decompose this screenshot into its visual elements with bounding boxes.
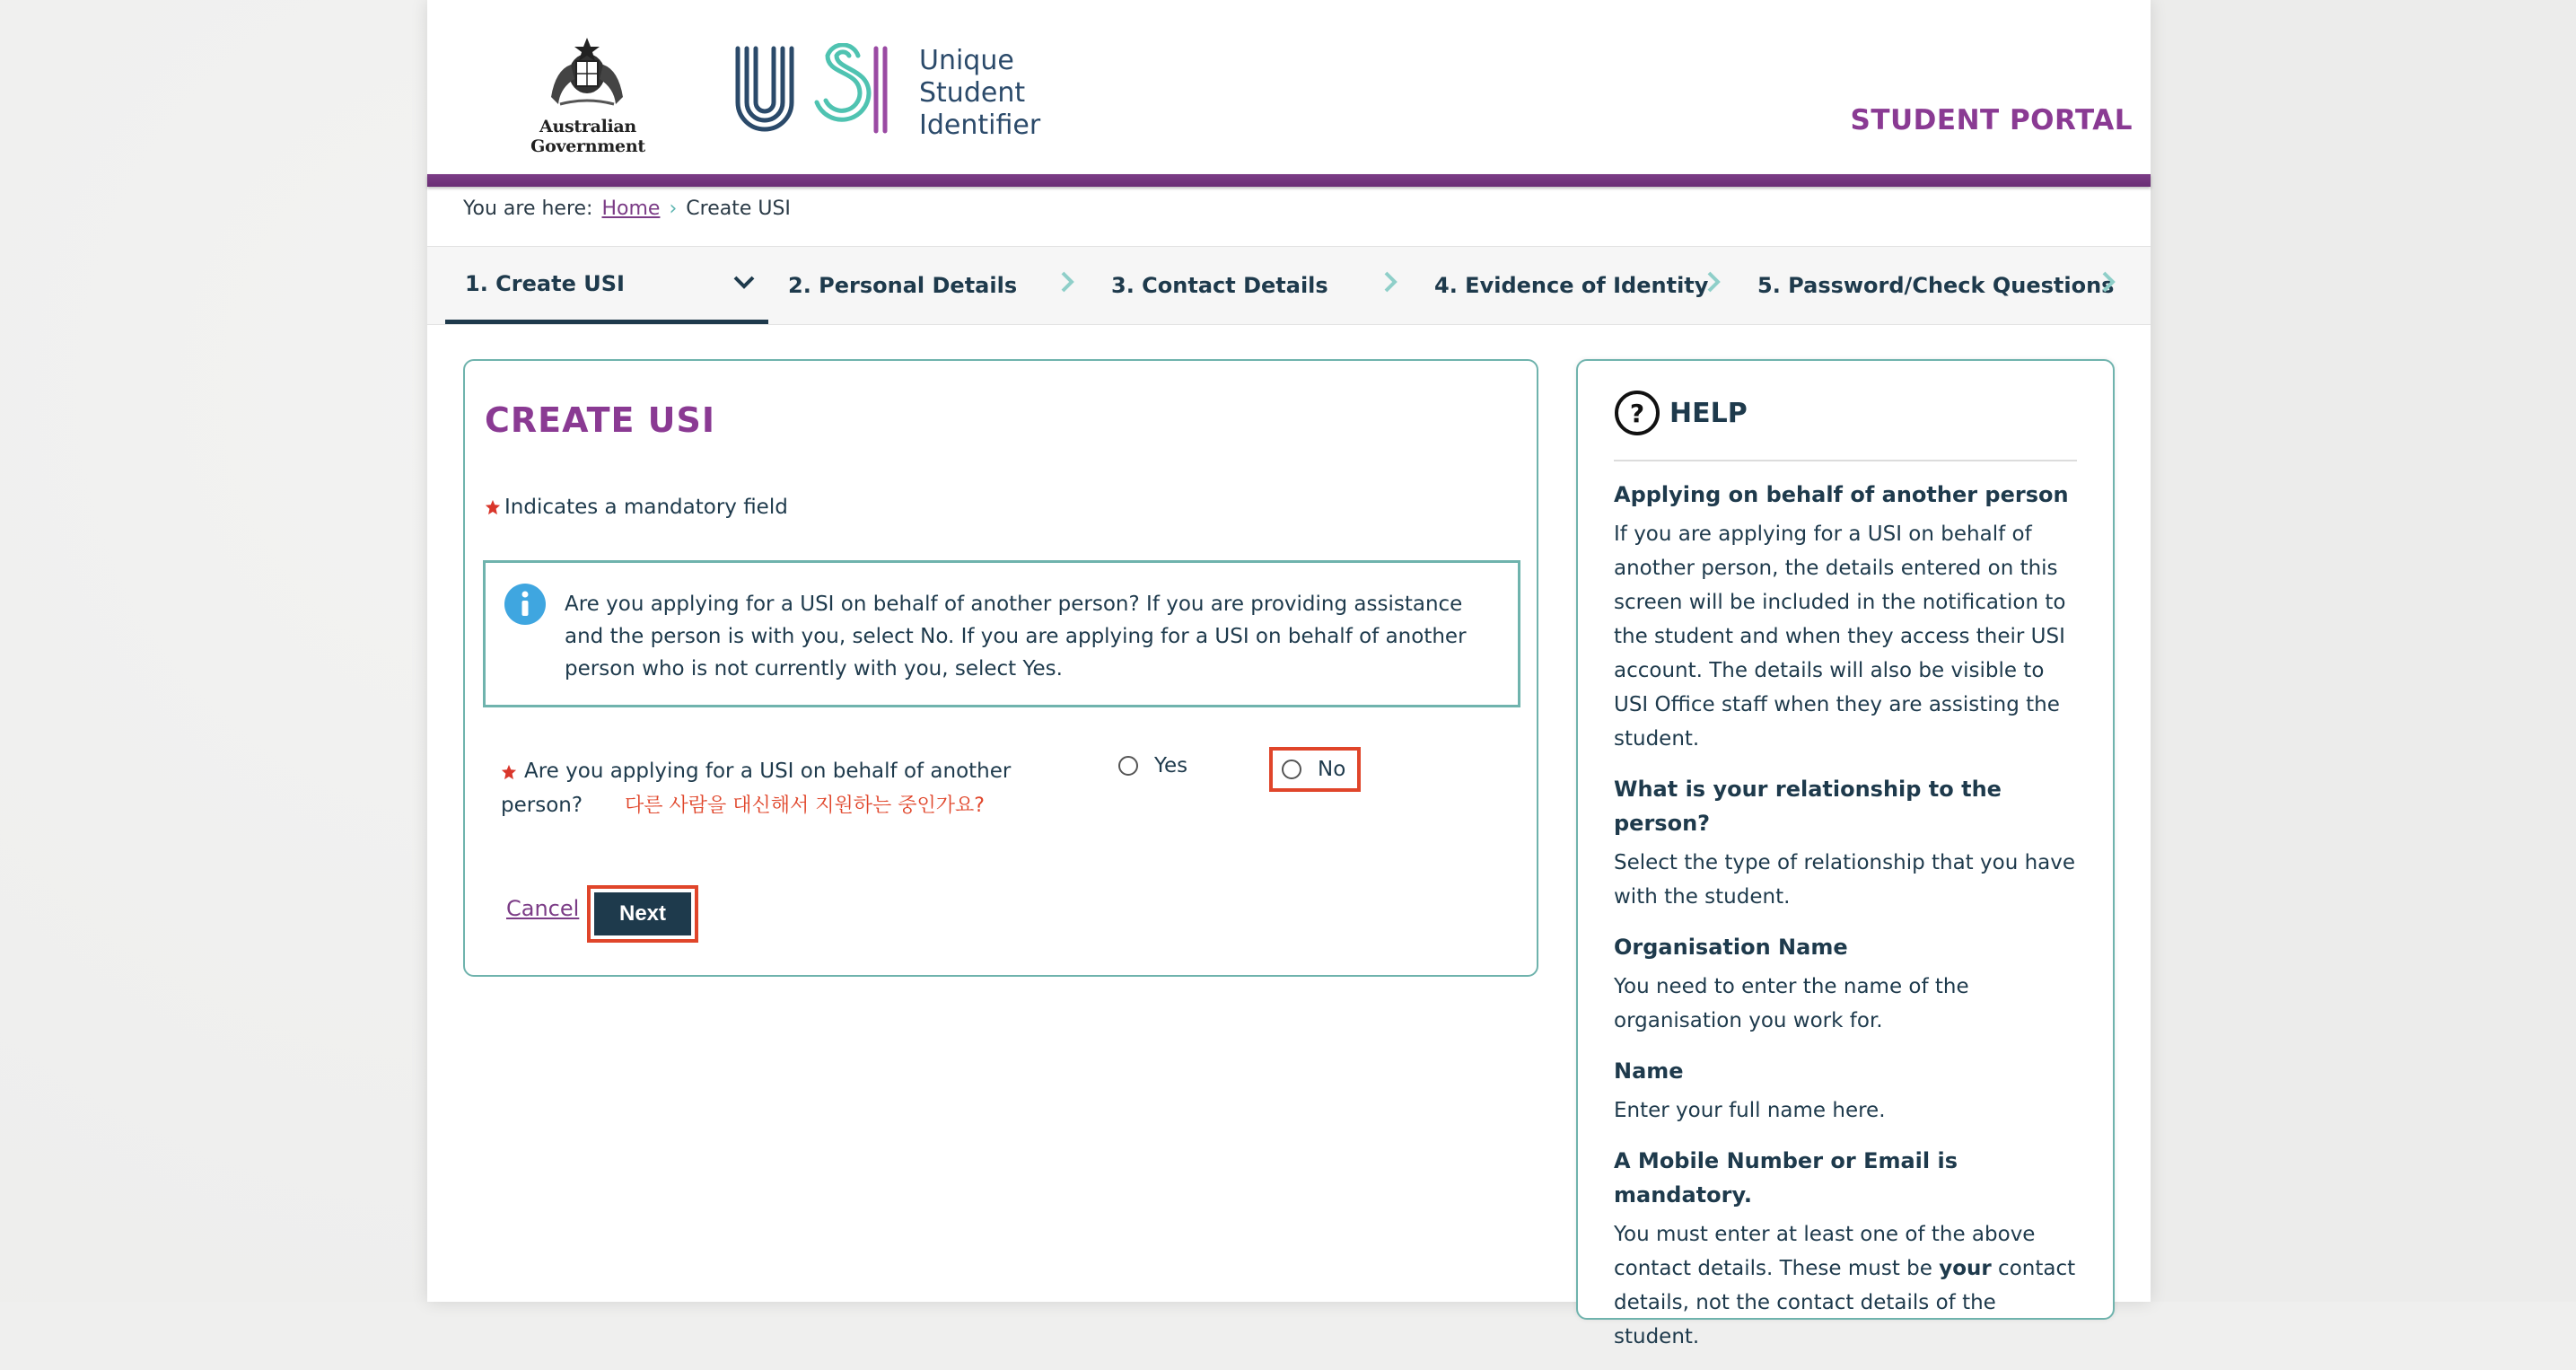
option-no[interactable] — [1269, 747, 1361, 792]
coat-of-arms-icon — [533, 34, 641, 111]
help-section-text: Select the type of relationship that you have with the student. — [1614, 851, 2076, 909]
step-password-check-questions[interactable] — [1738, 247, 2133, 324]
step-personal-details[interactable] — [768, 247, 1091, 324]
required-star-icon — [501, 764, 517, 780]
translation-annotation: 다른 사람을 대신해서 지원하는 중인가요? — [625, 795, 985, 817]
chevron-right-icon — [1700, 268, 1727, 295]
help-section-heading: Organisation Name — [1614, 935, 1848, 960]
mandatory-note-text: Indicates a mandatory field — [504, 496, 788, 519]
option-no-label: No — [1318, 758, 1346, 781]
chevron-right-icon — [2095, 268, 2122, 295]
help-section-heading: Name — [1614, 1058, 1684, 1084]
help-text-part: contact details, not the contact details of the student. — [1614, 1257, 2076, 1348]
help-title: HELP — [1669, 397, 1748, 429]
required-star-icon — [485, 499, 501, 515]
help-heading — [1614, 390, 1748, 436]
option-yes[interactable] — [1118, 754, 1187, 777]
help-section-text: Enter your full name here. — [1614, 1099, 1886, 1122]
step-label: 2. Personal Details — [788, 273, 1018, 298]
government-wordmark: Australian Government — [530, 117, 645, 156]
help-section-text — [1614, 1217, 2081, 1354]
usi-wordmark — [919, 45, 1040, 142]
help-divider — [1614, 460, 2077, 461]
breadcrumb — [463, 198, 791, 220]
portal-title: STUDENT PORTAL — [1850, 104, 2133, 136]
help-content — [1614, 478, 2081, 1370]
step-contact-details[interactable] — [1091, 247, 1415, 324]
page-title: CREATE USI — [485, 400, 716, 440]
help-section-heading: What is your relationship to the person? — [1614, 777, 2002, 836]
next-button[interactable]: Next — [594, 892, 691, 935]
progress-steps — [427, 246, 2151, 325]
mandatory-note — [485, 496, 788, 519]
svg-text:?: ? — [1629, 399, 1645, 428]
chevron-right-icon: › — [669, 198, 678, 220]
breadcrumb-current: Create USI — [686, 198, 791, 220]
australian-government-logo[interactable] — [488, 34, 688, 156]
info-text: Are you applying for a USI on behalf of another person? If you are providing assistance and the person is with you, select No. If you are applying for a USI on behalf of another person who is not currently with you, select Yes. — [565, 593, 1467, 681]
step-create-usi[interactable] — [445, 247, 768, 324]
step-label: 5. Password/Check Questions — [1757, 273, 2115, 298]
help-section-text: You need to enter the name of the organisation you work for. — [1614, 975, 1969, 1032]
site-header — [427, 0, 2151, 176]
step-label: 3. Contact Details — [1111, 273, 1328, 298]
chevron-down-icon — [731, 268, 758, 295]
step-label: 4. Evidence of Identity — [1434, 273, 1709, 298]
chevron-right-icon — [1377, 268, 1404, 295]
radio-yes[interactable] — [1118, 756, 1138, 776]
portal-page — [427, 0, 2151, 1348]
help-panel — [1576, 359, 2115, 1348]
help-text-emphasis: your — [1939, 1257, 1992, 1280]
help-section-heading: A Mobile Number or Email is mandatory. — [1614, 1148, 1958, 1208]
help-section-text: If you are applying for a USI on behalf of another person, the details entered on this screen will be included in the notification to the student and when they access their USI account. The details will also be visible to USI Office staff when they are assisting the student. — [1614, 523, 2066, 751]
usi-wordmark-line: Identifier — [919, 110, 1041, 141]
header-accent-bar — [427, 174, 2151, 187]
usi-wordmark-line: Unique — [919, 45, 1014, 76]
step-evidence-of-identity[interactable] — [1415, 247, 1738, 324]
usi-wordmark-line: Student — [919, 77, 1026, 109]
next-button-highlight — [587, 885, 698, 943]
info-panel — [483, 560, 1520, 707]
step-label: 1. Create USI — [465, 270, 625, 296]
breadcrumb-prefix: You are here: — [463, 198, 593, 220]
radio-no[interactable] — [1282, 760, 1301, 779]
breadcrumb-home-link[interactable]: Home — [601, 198, 661, 220]
info-icon — [504, 583, 547, 626]
option-yes-label: Yes — [1154, 754, 1188, 777]
question-circle-icon — [1614, 390, 1660, 436]
behalf-question-text: Are you applying for a USI on behalf of another person? — [501, 760, 1012, 817]
create-usi-card — [463, 359, 1538, 977]
chevron-right-icon — [1054, 268, 1081, 295]
help-section-heading: Applying on behalf of another person — [1614, 482, 2069, 507]
usi-logo-icon[interactable] — [732, 43, 894, 136]
cancel-link[interactable]: Cancel — [506, 896, 580, 921]
help-text-part: You must enter at least one of the above contact details. These must be — [1614, 1223, 2036, 1280]
